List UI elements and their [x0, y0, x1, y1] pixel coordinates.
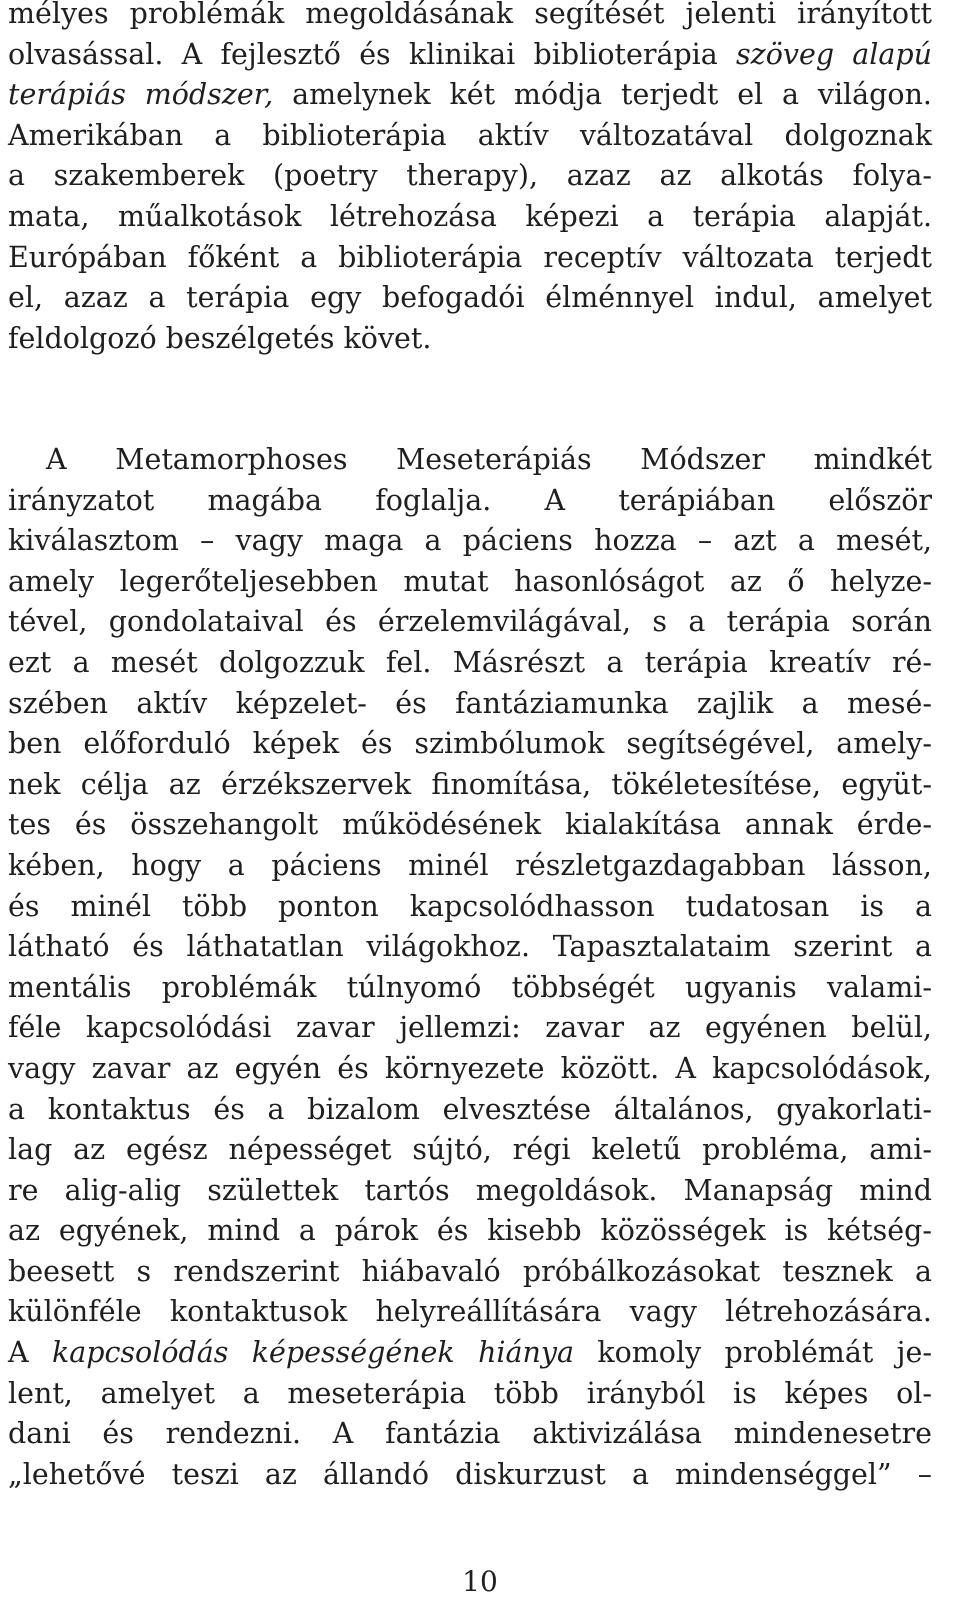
text-line: tes és összehangolt működésének kialakítása annak érde- — [8, 808, 932, 842]
text-line: nek célja az érzékszervek finomítása, tökéletesítése, együt- — [8, 767, 932, 801]
paragraph-1 — [8, 0, 932, 359]
text-line: mélyes problémák megoldásának segítését jelenti irányított — [8, 0, 932, 30]
text-line — [8, 35, 932, 76]
text-line: amely legerőteljesebben mutat hasonlóságot az ő helyze- — [8, 564, 932, 598]
text-line: irányzatot magába foglalja. A terápiában először — [8, 483, 932, 517]
text-line: dani és rendezni. A fantázia aktivizálása mindenesetre — [8, 1417, 932, 1451]
text-line: mentális problémák túlnyomó többségét ugyanis valami- — [8, 970, 932, 1004]
text-line: különféle kontaktusok helyreállítására vagy létrehozására. — [8, 1295, 932, 1329]
text-line: mata, műalkotások létrehozása képezi a terápia alapját. — [8, 199, 932, 233]
italic-text: szöveg alapú — [736, 37, 932, 71]
text-line: lag az egész népességet sújtó, régi keletű probléma, ami- — [8, 1133, 932, 1167]
text-line: A Metamorphoses Meseterápiás Módszer mindkét — [46, 443, 932, 476]
text-line: Európában főként a biblioterápia receptív változata terjedt — [8, 240, 932, 274]
text-line: a szakemberek (poetry therapy), azaz az alkotás folya- — [8, 159, 932, 193]
text-line: ben előforduló képek és szimbólumok segítségével, amely- — [8, 727, 932, 761]
text-line: és minél több ponton kapcsolódhasson tudatosan is a — [8, 889, 932, 923]
text-line: „lehetővé teszi az állandó diskurzust a mindenséggel” – — [8, 1457, 932, 1491]
text-line: kében, hogy a páciens minél részletgazdagabban lásson, — [8, 848, 932, 882]
text-line: vagy zavar az egyén és környezete között. A kapcsolódások, — [8, 1051, 932, 1085]
text-line: ezt a mesét dolgozzuk fel. Másrészt a terápia kreatív ré- — [8, 645, 932, 679]
text-segment: olvasással. A fejlesztő és klinikai biblioterápia — [8, 37, 737, 71]
text-segment: A — [8, 1336, 52, 1370]
text-line: szében aktív képzelet- és fantáziamunka zajlik a mesé- — [8, 686, 932, 720]
text-line: feldolgozó beszélgetés követ. — [8, 321, 432, 355]
text-line: re alig-alig születtek tartós megoldások. Manapság mind — [8, 1173, 932, 1207]
text-line: kiválasztom – vagy maga a páciens hozza – azt a mesét, — [8, 524, 932, 558]
text-segment: amelynek két módja terjedt el a világon. — [273, 78, 932, 112]
text-line: féle kapcsolódási zavar jellemzi: zavar az egyénen belül, — [8, 1011, 932, 1045]
text-line: beesett s rendszerint hiábavaló próbálkozásokat tesznek a — [8, 1254, 932, 1288]
text-segment: komoly problémát je- — [573, 1336, 932, 1370]
text-line — [8, 75, 932, 116]
page-number: 10 — [462, 1565, 498, 1598]
italic-text: kapcsolódás képességének hiánya — [51, 1336, 574, 1370]
italic-text: terápiás módszer, — [8, 78, 274, 112]
text-line: tével, gondolataival és érzelemvilágával, s a terápia során — [8, 605, 932, 639]
text-line: látható és láthatatlan világokhoz. Tapasztalataim szerint a — [8, 930, 932, 964]
text-line: Amerikában a biblioterápia aktív változatával dolgoznak — [8, 118, 932, 152]
text-line — [8, 1333, 932, 1374]
text-line: el, azaz a terápia egy befogadói élménnyel indul, amelyet — [8, 281, 932, 315]
text-line: lent, amelyet a meseterápia több irányból is képes ol- — [8, 1376, 932, 1410]
text-line: az egyének, mind a párok és kisebb közösségek is kétség- — [8, 1214, 932, 1248]
text-line: a kontaktus és a bizalom elvesztése általános, gyakorlati- — [8, 1092, 932, 1126]
paragraph-2 — [8, 440, 932, 1495]
